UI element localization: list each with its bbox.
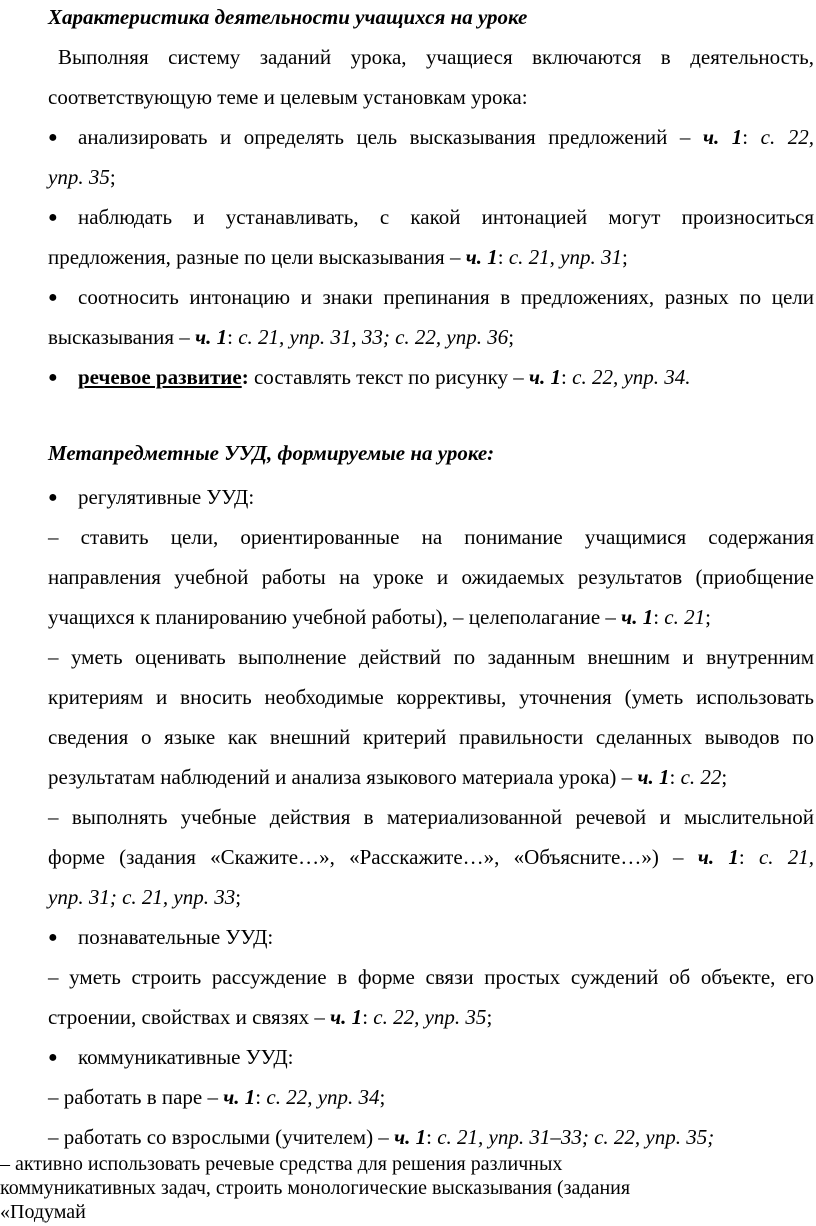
- reg-d1-line-2: направления учебной работы на уроке и ожидаемых результатов (приобщение: [48, 565, 814, 589]
- heading-lesson-activity: Характеристика деятельности учащихся на уроке: [48, 5, 528, 29]
- communicative-title: ● коммуникативные УУД:: [48, 1045, 294, 1069]
- com-d2: – работать со взрослыми (учителем) – ч. 1: с. 21, упр. 31–33; с. 22, упр. 35;: [48, 1125, 715, 1149]
- bullet-icon: ●: [48, 489, 58, 506]
- bullet-icon: ●: [48, 129, 58, 146]
- heading-metasubject: Метапредметные УУД, формируемые на уроке:: [48, 441, 495, 465]
- cog-d1-line-1: – уметь строить рассуждение в форме связи простых суждений об объекте, его: [48, 965, 814, 989]
- com-tail-line-1: – активно использовать речевые средства для решения различных: [0, 1153, 563, 1175]
- reg-d3-line-3: упр. 31; с. 21, упр. 33;: [48, 885, 242, 909]
- reg-d2-line-3: сведения о языке как внешний критерий правильности сделанных выводов по: [48, 725, 814, 749]
- reg-d2-line-4: результатам наблюдений и анализа языкового материала урока) – ч. 1: с. 22;: [48, 765, 728, 789]
- bullet-icon: ●: [48, 209, 58, 226]
- com-tail-line-2: коммуникативных задач, строить монологические высказывания (задания: [0, 1177, 631, 1199]
- reg-d1-line-1: – ставить цели, ориентированные на понимание учащимися содержания: [48, 525, 814, 549]
- bullet-3: ● соотносить интонацию и знаки препинания в предложениях, разных по цели: [48, 285, 814, 309]
- bullet-1: ● анализировать и определять цель высказывания предложений – ч. 1: с. 22,: [48, 125, 815, 149]
- cognitive-title: ● познавательные УУД:: [48, 925, 274, 949]
- bullet-2: ● наблюдать и устанавливать, с какой интонацией могут произноситься: [48, 205, 814, 229]
- intro-line-2: соответствующую теме и целевым установкам урока:: [48, 85, 528, 109]
- bullet-4: ● речевое развитие: составлять текст по рисунку – ч. 1: с. 22, упр. 34.: [48, 365, 691, 389]
- cog-d1-line-2: строении, свойствах и связях – ч. 1: с. 22, упр. 35;: [48, 1005, 493, 1029]
- reg-d2-line-1: – уметь оценивать выполнение действий по заданным внешним и внутренним: [48, 645, 814, 669]
- com-tail-line-3: «Подумай: [0, 1201, 86, 1223]
- bullet-3-cont: высказывания – ч. 1: с. 21, упр. 31, 33; с. 22, упр. 36;: [48, 325, 515, 349]
- bullet-icon: ●: [48, 929, 58, 946]
- reg-d3-line-1: – выполнять учебные действия в материализованной речевой и мыслительной: [48, 805, 814, 829]
- bullet-1-cont: упр. 35;: [48, 165, 116, 189]
- bullet-icon: ●: [48, 369, 58, 386]
- bullet-icon: ●: [48, 1049, 58, 1066]
- reg-d3-line-2: форме (задания «Скажите…», «Расскажите…», «Объясните…») – ч. 1: с. 21,: [48, 845, 815, 869]
- bullet-icon: ●: [48, 289, 58, 306]
- regulative-title: ● регулятивные УУД:: [48, 485, 255, 509]
- intro-line-1: Выполняя систему заданий урока, учащиеся включаются в деятельность,: [58, 45, 814, 69]
- reg-d2-line-2: критериям и вносить необходимые коррективы, уточнения (уметь использовать: [48, 685, 814, 709]
- bullet-2-cont: предложения, разные по цели высказывания – ч. 1: с. 21, упр. 31;: [48, 245, 628, 269]
- com-d1: – работать в паре – ч. 1: с. 22, упр. 34;: [48, 1085, 386, 1109]
- reg-d1-line-3: учащихся к планированию учебной работы), – целеполагание – ч. 1: с. 21;: [48, 605, 711, 629]
